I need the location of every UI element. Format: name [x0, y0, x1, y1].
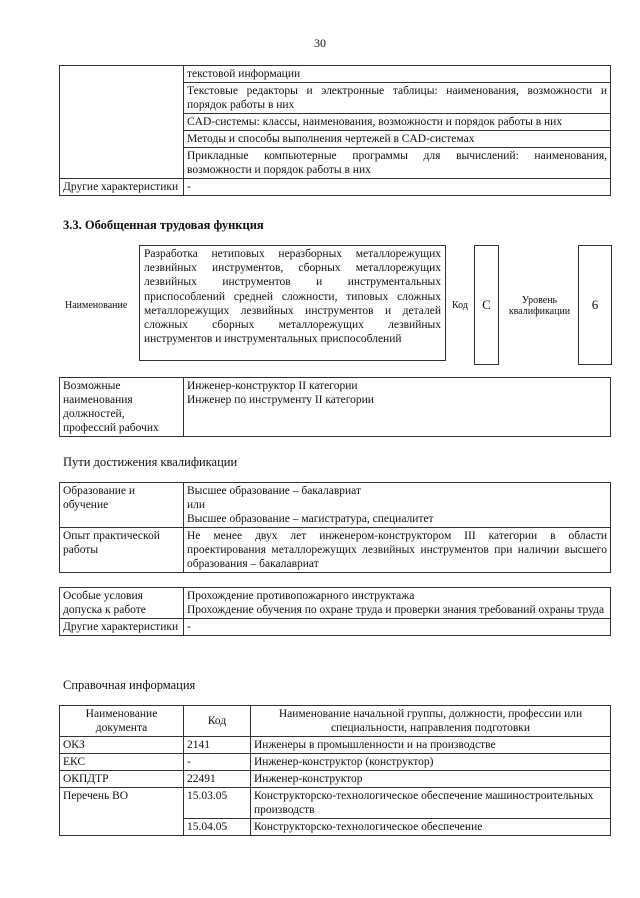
table-row: [60, 788, 611, 819]
ref-name: Инженер-конструктор (конструктор): [251, 754, 611, 771]
education-values: [184, 483, 611, 528]
conditions-values: [184, 588, 611, 619]
ref-code: 15.03.05: [184, 788, 251, 819]
table-row: [60, 483, 611, 528]
knowledge-item: Методы и способы выполнения чертежей в CAD-системах: [184, 131, 611, 148]
ref-doc: ОКПДТР: [60, 771, 184, 788]
position-item: Инженер-конструктор II категории: [187, 380, 358, 392]
table-row: [60, 528, 611, 573]
condition-item: Прохождение противопожарного инструктажа: [187, 590, 415, 602]
positions-values: [184, 378, 611, 437]
knowledge-item: текстовой информации: [184, 66, 611, 83]
condition-item: Прохождение обучения по охране труда и проверки знания требований охраны труда: [187, 604, 605, 616]
paths-heading: Пути достижения квалификации: [63, 455, 238, 469]
education-item: или: [187, 499, 206, 511]
conditions-table: [59, 587, 611, 636]
ref-code: 22491: [184, 771, 251, 788]
reference-table: [59, 705, 611, 836]
page-number: 30: [314, 36, 326, 50]
name-label: Наименование: [65, 300, 128, 311]
other-characteristics-label: Другие характеристики: [60, 619, 184, 636]
knowledge-item: Текстовые редакторы и электронные таблицы: наименования, возможности и порядок работы в них: [184, 83, 611, 114]
other-characteristics-value: -: [184, 619, 611, 636]
knowledge-item: Прикладные компьютерные программы для вычислений: наименования, возможности и порядок работы в них: [184, 148, 611, 179]
table-row: [60, 737, 611, 754]
level-label: Уровень квалификации: [508, 295, 571, 317]
table-row: [60, 378, 611, 437]
ref-code: 2141: [184, 737, 251, 754]
qualification-table: [59, 482, 611, 573]
education-label: Образование и обучение: [60, 483, 184, 528]
ref-name: Конструкторско-технологическое обеспечение: [251, 819, 611, 836]
code-label: Код: [452, 300, 468, 311]
table-row: [60, 771, 611, 788]
positions-table: [59, 377, 611, 437]
ref-doc: ОКЗ: [60, 737, 184, 754]
level-value-box: 6: [578, 245, 612, 365]
function-name-box: Разработка нетиповых неразборных металлорежущих лезвийных инструментов, сборных металлорежущих лезвийных инструментов и инструментальных приспособлений средней сложности, типовых сложных металлорежущих лезвийных инструментов и деталей сложных сборных металлорежущих лезвийных инструментов и инструментальных приспособлений: [139, 245, 446, 361]
other-characteristics-value: -: [184, 179, 611, 196]
conditions-label: Особые условия допуска к работе: [60, 588, 184, 619]
ref-code: -: [184, 754, 251, 771]
empty-label-cell: [60, 66, 184, 179]
ref-name: Инженер-конструктор: [251, 771, 611, 788]
code-value-box: C: [474, 245, 499, 365]
section-heading: 3.3. Обобщенная трудовая функция: [63, 218, 264, 232]
ref-doc: ЕКС: [60, 754, 184, 771]
header-name: Наименование начальной группы, должности, профессии или специальности, направления подготовки: [251, 706, 611, 737]
ref-name: Конструкторско-технологическое обеспечение машиностроительных производств: [251, 788, 611, 819]
table-row: [60, 754, 611, 771]
table-row: [60, 179, 611, 196]
reference-heading: Справочная информация: [63, 678, 196, 692]
education-item: Высшее образование – бакалавриат: [187, 485, 361, 497]
knowledge-table: [59, 65, 611, 196]
table-header-row: [60, 706, 611, 737]
ref-doc: Перечень ВО: [60, 788, 184, 836]
experience-label: Опыт практической работы: [60, 528, 184, 573]
ref-name: Инженеры в промышленности и на производстве: [251, 737, 611, 754]
table-row: [60, 588, 611, 619]
knowledge-item: CAD-системы: классы, наименования, возможности и порядок работы в них: [184, 114, 611, 131]
header-code: Код: [184, 706, 251, 737]
experience-value: Не менее двух лет инженером-конструктором III категории в области проектирования металлорежущих лезвийных инструментов при наличии высшего образования – бакалавриат: [184, 528, 611, 573]
positions-label: Возможные наименования должностей, профессий рабочих: [60, 378, 184, 437]
other-characteristics-label: Другие характеристики: [60, 179, 184, 196]
table-row: [60, 66, 611, 83]
education-item: Высшее образование – магистратура, специалитет: [187, 513, 434, 525]
position-item: Инженер по инструменту II категории: [187, 394, 374, 406]
ref-code: 15.04.05: [184, 819, 251, 836]
header-document: Наименование документа: [60, 706, 184, 737]
table-row: [60, 619, 611, 636]
